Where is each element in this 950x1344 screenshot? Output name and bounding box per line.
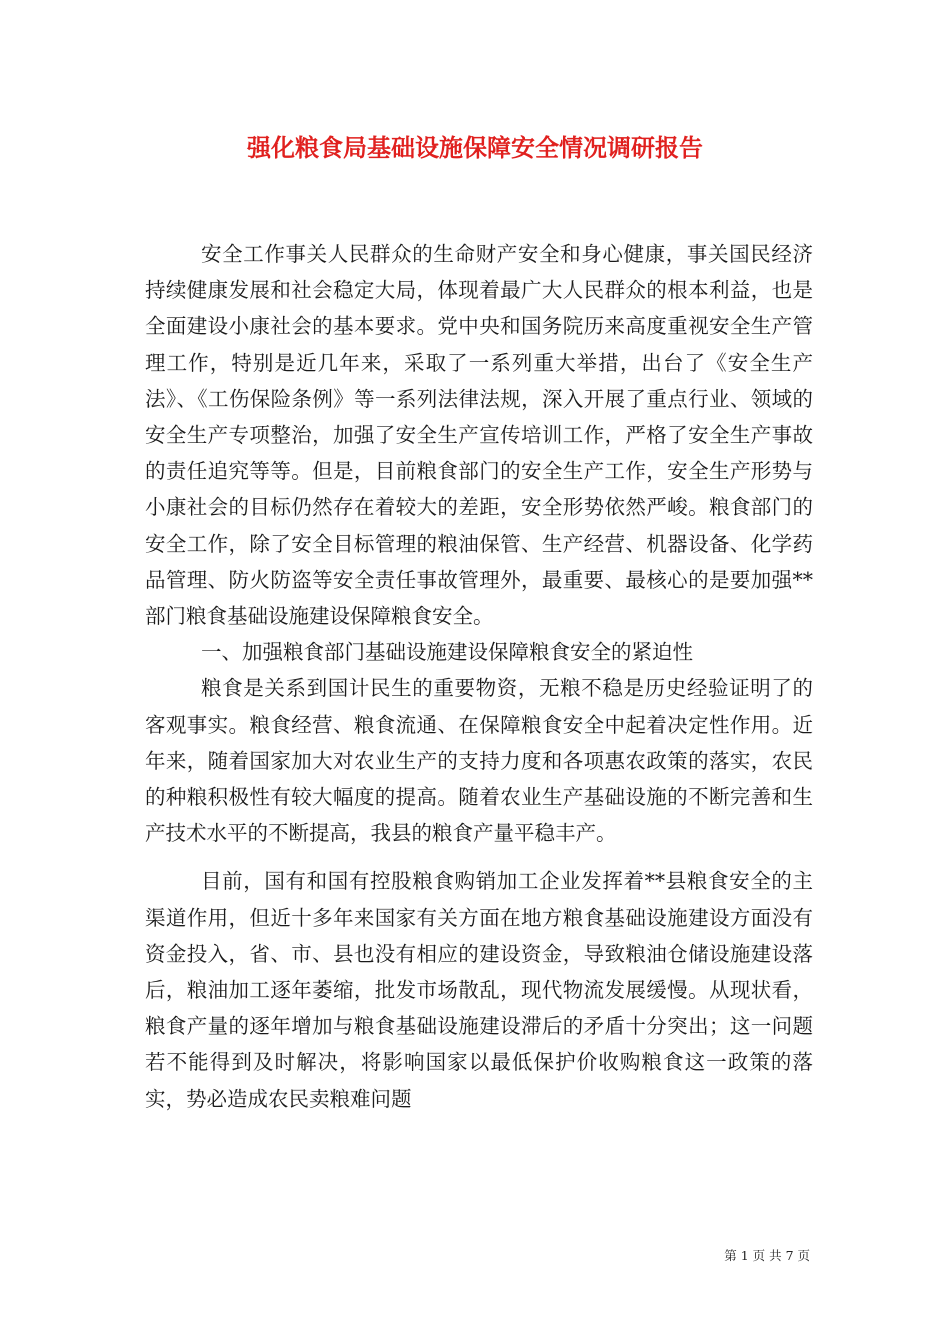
paragraph-grain-importance: 粮食是关系到国计民生的重要物资，无粮不稳是历史经验证明了的客观事实。粮食经营、粮食流通、在保障粮食安全中起着决定性作用。近年来，随着国家加大对农业生产的支持力度和各项惠农政策的落实，农民的种粮积极性有较大幅度的提高。随着农业生产基础设施的不断完善和生产技术水平的不断提高，我县的粮食产量平稳丰产。: [145, 676, 813, 846]
paragraph-intro: 安全工作事关人民群众的生命财产安全和身心健康，事关国民经济持续健康发展和社会稳定大局，体现着最广大人民群众的根本利益，也是全面建设小康社会的基本要求。党中央和国务院历来高度重视安全生产管理工作，特别是近几年来，采取了一系列重大举措，出台了《安全生产法》、《工伤保险条例》等一系列法律法规，深入开展了重点行业、领域的安全生产专项整治，加强了安全生产宣传培训工作，严格了安全生产事故的责任追究等等。但是，目前粮食部门的安全生产工作，安全生产形势与小康社会的目标仍然存在着较大的差距，安全形势依然严峻。粮食部门的安全工作，除了安全目标管理的粮油保管、生产经营、机器设备、化学药品管理、防火防盗等安全责任事故管理外，最重要、最核心的是要加强**部门粮食基础设施建设保障粮食安全。: [145, 242, 813, 629]
section-heading-1: 一、加强粮食部门基础设施建设保障粮食安全的紧迫性: [201, 640, 693, 665]
document-title: 强化粮食局基础设施保障安全情况调研报告: [247, 133, 703, 162]
paragraph-current-status: 目前，国有和国有控股粮食购销加工企业发挥着**县粮食安全的主渠道作用，但近十多年来国家有关方面在地方粮食基础设施建设方面没有资金投入，省、市、县也没有相应的建设资金，导致粮油仓储设施建设落后，粮油加工逐年萎缩，批发市场散乱，现代物流发展缓慢。从现状看，粮食产量的逐年增加与粮食基础设施建设滞后的矛盾十分突出；这一问题若不能得到及时解决，将影响国家以最低保护价收购粮食这一政策的落实，势必造成农民卖粮难问题: [145, 869, 813, 1111]
document-body: [145, 236, 813, 1117]
page-number-footer: 第 1 页 共 7 页: [724, 1248, 810, 1263]
